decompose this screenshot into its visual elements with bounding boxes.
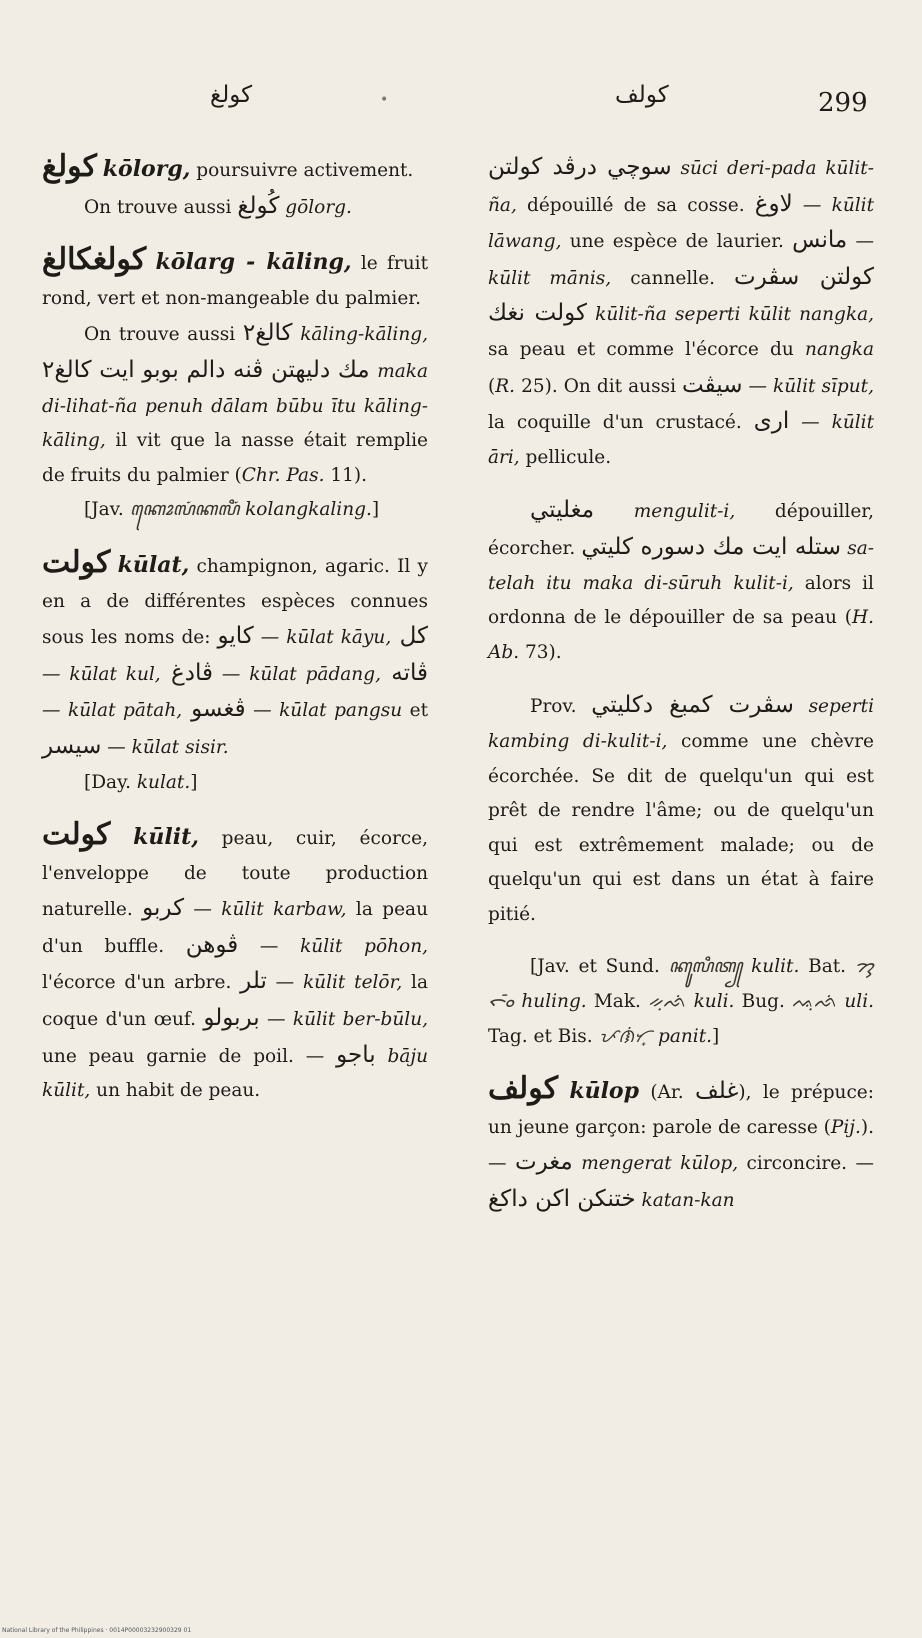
text: dépouiller, écorcher. bbox=[488, 501, 874, 559]
text: la coque d'un œuf. bbox=[42, 972, 429, 1031]
text: Bug. bbox=[734, 991, 793, 1013]
source: H. Ab. bbox=[488, 607, 874, 663]
headword: kūlop bbox=[569, 1078, 639, 1105]
arabic: ڤوهن bbox=[185, 931, 239, 958]
entry-kulit bbox=[42, 818, 428, 1109]
arabic: غلف bbox=[694, 1078, 739, 1105]
text: pellicule. bbox=[519, 446, 612, 468]
text: comme une chèvre écorchée. Se dit de quelqu'un qui est prêt de rendre l'âme; ou de quelqu'un qui est extrêmement malade; ou de quelqu'un qui est dans un état à faire pitié. bbox=[488, 730, 874, 925]
entry-text bbox=[42, 150, 428, 189]
romanization: — kūlat kul, bbox=[42, 663, 161, 685]
romanization: — kūlit āri, bbox=[488, 412, 875, 468]
definition: champignon, agaric. Il y en a de différentes espèces connues sous les noms de: bbox=[42, 555, 428, 649]
entry-text bbox=[488, 493, 874, 670]
arabic: بربولو bbox=[203, 1005, 260, 1032]
text: On trouve aussi bbox=[84, 196, 238, 218]
arabic-headword: كولغ bbox=[42, 149, 97, 184]
entry-text bbox=[488, 1072, 874, 1218]
arabic: سوچي درڤد كولتن bbox=[488, 154, 672, 180]
arabic: مغليتي bbox=[530, 497, 595, 524]
definition: poursuivre activement. bbox=[190, 160, 414, 181]
arabic: مانس bbox=[792, 227, 848, 254]
definition: peau, cuir, écorce, l'enveloppe de toute production naturelle. bbox=[42, 828, 428, 921]
romanization: bāju kūlit, bbox=[42, 1045, 428, 1102]
variant-line bbox=[42, 189, 428, 226]
text: cannelle. bbox=[611, 267, 735, 289]
romanization: kolangkaling. bbox=[239, 499, 372, 521]
text: 73). bbox=[519, 641, 562, 663]
text: ] bbox=[190, 771, 198, 793]
romanization: kūlit-ña seperti kūlit nangka, bbox=[586, 304, 874, 326]
romanization: katan-kan bbox=[635, 1190, 735, 1212]
arabic: كايو bbox=[217, 623, 254, 650]
text: ] bbox=[712, 1025, 720, 1047]
arabic: لاوغ bbox=[754, 190, 793, 217]
entry-kulop bbox=[488, 1072, 874, 1218]
header-right-word: كولف bbox=[615, 82, 669, 108]
text: la peau d'un buffle. bbox=[42, 899, 428, 957]
arabic: تلر bbox=[240, 968, 267, 995]
romanization: huling. bbox=[514, 991, 587, 1013]
text: ), le prépuce: un jeune garçon: parole de caresse ( bbox=[488, 1082, 874, 1138]
arabic-headword: كولف bbox=[488, 1071, 558, 1107]
romanization: sūci deri-pada kūlit-ña, bbox=[488, 158, 874, 216]
entry-kulit-continued bbox=[488, 150, 874, 475]
romanization: kāling-kāling, bbox=[292, 324, 428, 346]
romanization: kuli. bbox=[686, 991, 735, 1013]
text: une espèce de laurier. bbox=[561, 231, 793, 253]
arabic: سيسر bbox=[42, 732, 102, 759]
romanization: uli. bbox=[837, 991, 874, 1013]
entry-text bbox=[488, 950, 874, 1054]
arabic: سيڤت bbox=[682, 371, 743, 398]
entry-kolang-kaling bbox=[42, 243, 428, 528]
arabic: كولتن سڤرت كولت نغك bbox=[488, 263, 875, 327]
arabic: ڤادغ bbox=[160, 659, 213, 686]
romanization: — kūlat pātah, bbox=[42, 700, 183, 722]
javanese-script: ꦏꦺꦴꦭꦁꦏꦭꦶꦁ bbox=[129, 499, 240, 521]
text: [Jav. bbox=[84, 499, 130, 521]
arabic: كُولغ bbox=[237, 192, 280, 219]
text: un habit de peau. bbox=[90, 1080, 261, 1102]
text: dépouillé de sa cosse. bbox=[516, 194, 755, 216]
cognate-line bbox=[42, 493, 428, 528]
romanization: — kūlit telōr, bbox=[266, 972, 403, 994]
romanization: mengerat kūlop, bbox=[572, 1153, 739, 1175]
translation: il vit que la nasse était remplie de fruits du palmier ( bbox=[42, 430, 428, 486]
romanization: — kūlat pādang, bbox=[212, 663, 381, 685]
romanization: kulit. bbox=[742, 956, 800, 978]
page-header bbox=[0, 82, 922, 142]
scan-footer: National Library of the Philippines · 0014P00003232900329 01 bbox=[2, 1627, 192, 1634]
bugis-script: ᨕᨘᨒᨗ bbox=[792, 991, 838, 1013]
text: la coquille d'un crustacé. bbox=[488, 412, 754, 434]
arabic: ختنكن اكن داكغ bbox=[488, 1186, 636, 1213]
romanization: sa-telah itu maka di-sūruh kulit-i, bbox=[488, 537, 874, 594]
header-left-word: كولغ bbox=[210, 82, 253, 108]
romanization: seperti kambing di-kulit-i, bbox=[488, 696, 874, 752]
text: 25). On dit aussi bbox=[515, 375, 683, 397]
text: une peau garnie de poil. — bbox=[42, 1045, 337, 1067]
text: (Ar. bbox=[638, 1082, 695, 1104]
text: [Jav. et Sund. bbox=[530, 956, 669, 978]
arabic-example: مك دليهتن ڤنه دالم بوبو ايت كالغ٢ bbox=[42, 356, 378, 383]
text: alors il ordonna de le dépouiller de sa peau ( bbox=[488, 572, 874, 629]
romanization: mengulit-i, bbox=[594, 501, 736, 523]
text: l'écorce d'un arbre. bbox=[42, 972, 241, 994]
romanization: — kūlat kāyu, bbox=[253, 627, 392, 649]
text: Bat. bbox=[799, 956, 855, 978]
arabic: ستله ايت مك دسوره كليتي bbox=[581, 533, 842, 560]
text: Prov. bbox=[530, 696, 592, 718]
entry-kulat bbox=[42, 546, 428, 800]
entry-text bbox=[42, 546, 428, 766]
text: et bbox=[402, 700, 429, 722]
arabic-headword: كولت bbox=[42, 817, 111, 853]
headword: kōlorg, bbox=[102, 156, 191, 182]
entry-text bbox=[488, 688, 874, 932]
arabic: باجو bbox=[336, 1041, 376, 1068]
romanization: — kūlit ber-būlu, bbox=[259, 1009, 428, 1031]
headword: kūlit, bbox=[133, 824, 199, 851]
entry-text bbox=[488, 150, 874, 475]
batak-script: ᯂᯮᯞᯪᯰ bbox=[488, 956, 875, 1013]
text: Mak. bbox=[586, 991, 649, 1013]
right-column bbox=[488, 150, 874, 1237]
romanization: nangka bbox=[805, 338, 874, 360]
arabic: مغرت bbox=[514, 1149, 573, 1176]
header-dot: • bbox=[380, 92, 389, 108]
text: On trouve aussi bbox=[84, 324, 243, 346]
makassar-script: ᨀᨘᨒᨗ bbox=[648, 991, 687, 1013]
entry-text bbox=[42, 818, 428, 1109]
text: ( bbox=[488, 375, 496, 397]
arabic: سڤرت كمبغ دكليتي bbox=[591, 692, 794, 719]
headword: kūlat, bbox=[117, 551, 190, 578]
example-romanization: maka di-lihat-ña penuh dālam būbu ītu kāling-kāling, bbox=[42, 360, 428, 452]
romanization: — kūlat sisir. bbox=[101, 736, 229, 758]
arabic: ڤغسو bbox=[182, 696, 246, 723]
arabic-headword: كولت bbox=[42, 544, 111, 580]
page-number: 299 bbox=[818, 88, 868, 118]
text: circoncire. — bbox=[738, 1153, 874, 1175]
romanization: — kūlat pangsu bbox=[245, 700, 403, 722]
javanese-script: ꦏꦸꦭꦶꦠ꧀ bbox=[668, 956, 743, 978]
text: 11). bbox=[324, 464, 367, 486]
source: Pij. bbox=[830, 1116, 861, 1138]
arabic: ڤاته bbox=[380, 659, 429, 686]
arabic: كل bbox=[391, 623, 428, 650]
text: Tag. et Bis. bbox=[488, 1025, 599, 1047]
arabic-headword: كولغكالغ bbox=[42, 242, 147, 278]
romanization: — kūlit lāwang, bbox=[488, 194, 875, 253]
romanization: — kūlit mānis, bbox=[488, 231, 874, 289]
romanization: — kūlit karbaw, bbox=[184, 899, 347, 921]
romanization: — kūlit pōhon, bbox=[238, 935, 428, 957]
headword: kōlarg - kāling, bbox=[155, 249, 352, 276]
romanization: panit. bbox=[652, 1025, 713, 1047]
definition: le fruit rond, vert et non-mangeable du palmier. bbox=[42, 253, 428, 309]
variant-paragraph bbox=[42, 316, 428, 493]
romanization: — kūlit sīput, bbox=[742, 375, 874, 397]
source: Chr. Pas. bbox=[241, 464, 325, 486]
entry-cognates bbox=[488, 950, 874, 1054]
arabic: ارى bbox=[753, 408, 790, 435]
text: ] bbox=[371, 499, 380, 521]
text: [Day. bbox=[84, 771, 137, 793]
arabic: كالغ٢ bbox=[242, 320, 293, 347]
entry-text bbox=[42, 243, 428, 316]
entry-kolong bbox=[42, 150, 428, 225]
left-column bbox=[42, 150, 428, 1127]
entry-proverb bbox=[488, 688, 874, 932]
entry-mengulit bbox=[488, 493, 874, 670]
romanization: gōlorg. bbox=[279, 196, 352, 218]
text: sa peau et comme l'écorce du bbox=[488, 338, 806, 360]
arabic: كربو bbox=[142, 895, 185, 922]
text: ). — bbox=[488, 1116, 874, 1175]
cognate-line bbox=[42, 766, 428, 801]
romanization: kulat. bbox=[136, 771, 191, 793]
source: R. bbox=[495, 375, 516, 397]
tagalog-script: ᜉᜈᜒᜆ᜔ bbox=[598, 1025, 653, 1047]
